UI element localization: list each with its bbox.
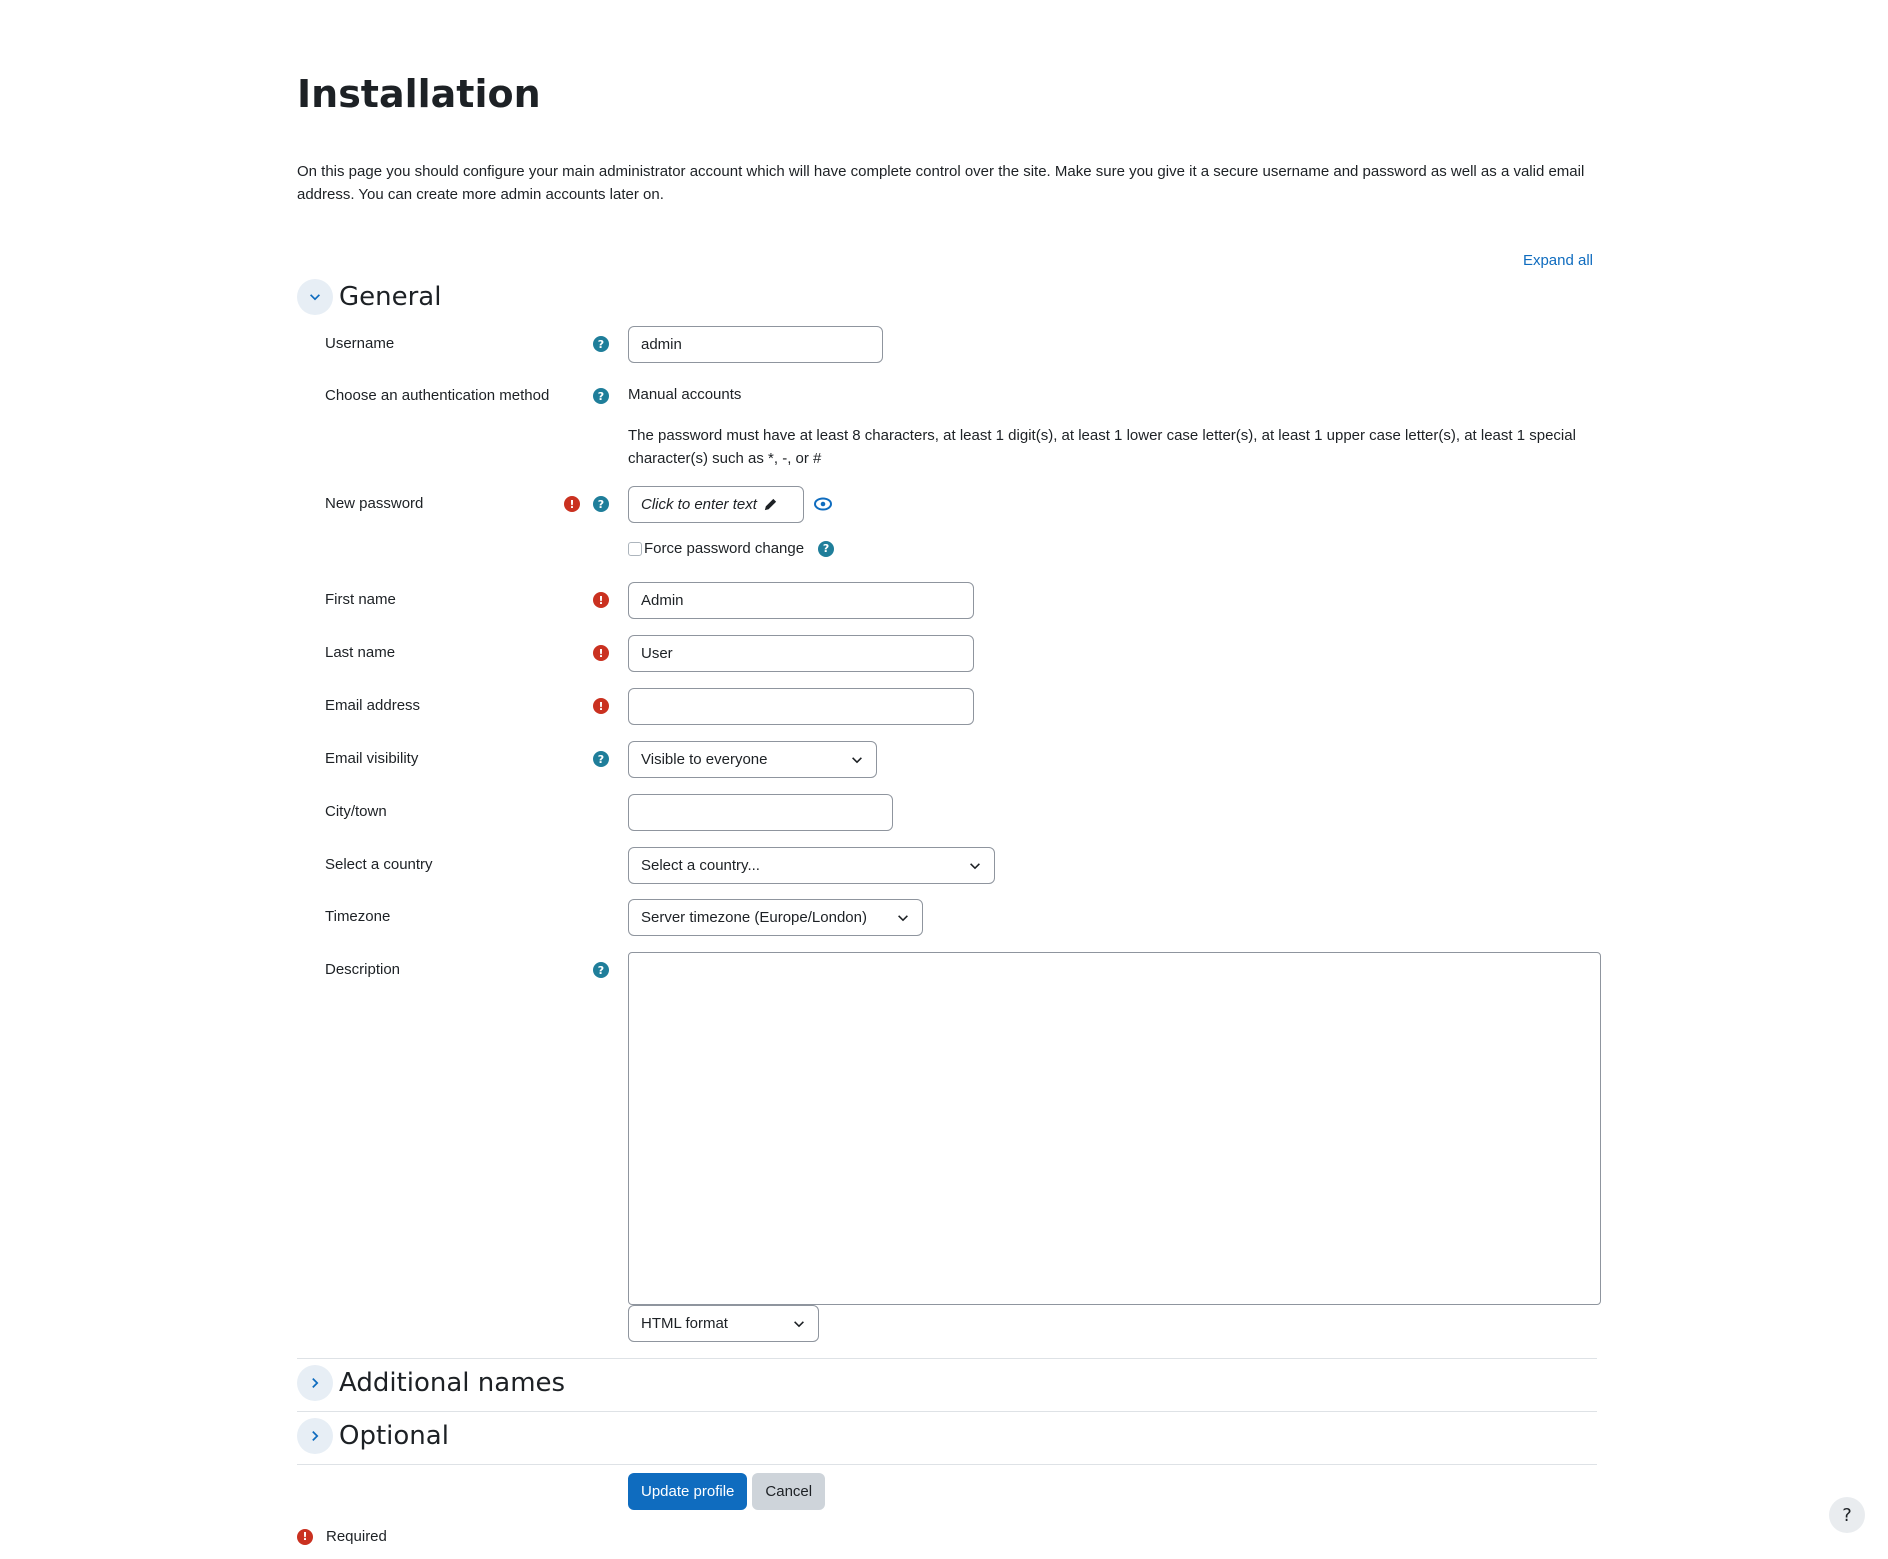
divider (297, 1358, 1597, 1359)
city-label: City/town (325, 803, 387, 820)
section-optional-header (297, 1418, 449, 1454)
divider (297, 1411, 1597, 1412)
update-profile-button[interactable]: Update profile (628, 1473, 747, 1510)
email-input[interactable] (628, 688, 974, 725)
email-visibility-select[interactable] (628, 741, 877, 778)
chevron-down-icon (850, 753, 864, 767)
section-additional-names-header (297, 1365, 565, 1401)
description-format-select[interactable] (628, 1305, 819, 1342)
new-password-row (297, 486, 1597, 523)
new-password-field[interactable] (628, 486, 804, 523)
email-row (297, 688, 1597, 725)
help-icon[interactable]: ? (593, 751, 609, 767)
first-name-row (297, 582, 1597, 619)
email-visibility-label: Email visibility (325, 750, 419, 767)
required-icon: ! (593, 698, 609, 714)
auth-method-label: Choose an authentication method (325, 387, 550, 404)
new-password-label: New password (325, 495, 424, 512)
help-icon[interactable]: ? (593, 496, 609, 512)
email-visibility-row (297, 741, 1597, 778)
help-icon[interactable]: ? (818, 541, 834, 557)
expand-all-link[interactable]: Expand all (1522, 252, 1593, 269)
required-icon: ! (593, 592, 609, 608)
section-optional-title: Optional (339, 1421, 449, 1451)
username-row (297, 326, 1597, 363)
first-name-input[interactable]: Admin (628, 582, 974, 619)
description-row (297, 952, 1597, 1352)
country-label: Select a country (325, 856, 433, 873)
city-row (297, 794, 1597, 831)
force-change-row (628, 540, 834, 557)
timezone-label: Timezone (325, 908, 391, 925)
expand-optional-toggle[interactable] (297, 1418, 333, 1454)
username-input[interactable]: admin (628, 326, 883, 363)
email-label: Email address (325, 697, 421, 714)
description-format-value: HTML format (641, 1315, 728, 1332)
chevron-right-icon (308, 1429, 322, 1443)
username-label: Username (325, 335, 395, 352)
last-name-input[interactable]: User (628, 635, 974, 672)
section-general-title: General (339, 282, 442, 312)
page-container (297, 0, 1597, 1559)
help-icon[interactable]: ? (593, 336, 609, 352)
section-additional-names-title: Additional names (339, 1368, 566, 1398)
pencil-icon (763, 497, 778, 512)
chevron-down-icon (896, 911, 910, 925)
eye-icon[interactable] (814, 497, 832, 511)
first-name-label: First name (325, 591, 396, 608)
required-icon: ! (297, 1529, 313, 1545)
required-icon: ! (564, 496, 580, 512)
email-visibility-value: Visible to everyone (641, 751, 768, 768)
collapse-general-toggle[interactable] (297, 279, 333, 315)
required-icon: ! (593, 645, 609, 661)
auth-method-row (297, 383, 1597, 409)
help-floating-button[interactable]: ? (1829, 1497, 1865, 1533)
last-name-row (297, 635, 1597, 672)
timezone-select[interactable] (628, 899, 923, 936)
help-icon[interactable]: ? (593, 388, 609, 404)
expand-additional-names-toggle[interactable] (297, 1365, 333, 1401)
page-title: Installation (297, 72, 541, 116)
required-legend (297, 1528, 387, 1545)
divider (297, 1464, 1597, 1465)
form-buttons (628, 1473, 825, 1510)
intro-text: On this page you should configure your main administrator account which will have complete control over the site. Make sure you give it a secure username and password as well as a valid email address. You can create more admin accounts later on. (297, 163, 1585, 203)
cancel-button[interactable]: Cancel (752, 1473, 825, 1510)
password-rules-text: The password must have at least 8 characters, at least 1 digit(s), at least 1 lower case letter(s), at least 1 upper case letter(s), at least 1 special character(s) such as *, -, or # (628, 427, 1576, 467)
country-select[interactable] (628, 847, 995, 884)
country-value: Select a country... (641, 857, 760, 874)
section-general-header (297, 279, 441, 315)
timezone-value: Server timezone (Europe/London) (641, 909, 867, 926)
last-name-label: Last name (325, 644, 396, 661)
force-change-label: Force password change (644, 540, 805, 557)
new-password-placeholder: Click to enter text (641, 496, 757, 513)
chevron-down-icon (792, 1317, 806, 1331)
help-icon[interactable]: ? (593, 962, 609, 978)
force-change-checkbox[interactable] (628, 542, 642, 556)
city-input[interactable] (628, 794, 893, 831)
country-row (297, 847, 1597, 884)
description-label: Description (325, 961, 401, 978)
chevron-right-icon (308, 1376, 322, 1390)
chevron-down-icon (968, 859, 982, 873)
required-legend-label: Required (326, 1528, 387, 1545)
auth-method-value: Manual accounts (628, 386, 742, 403)
description-textarea[interactable] (628, 952, 1601, 1305)
timezone-row (297, 899, 1597, 936)
chevron-down-icon (308, 290, 322, 304)
